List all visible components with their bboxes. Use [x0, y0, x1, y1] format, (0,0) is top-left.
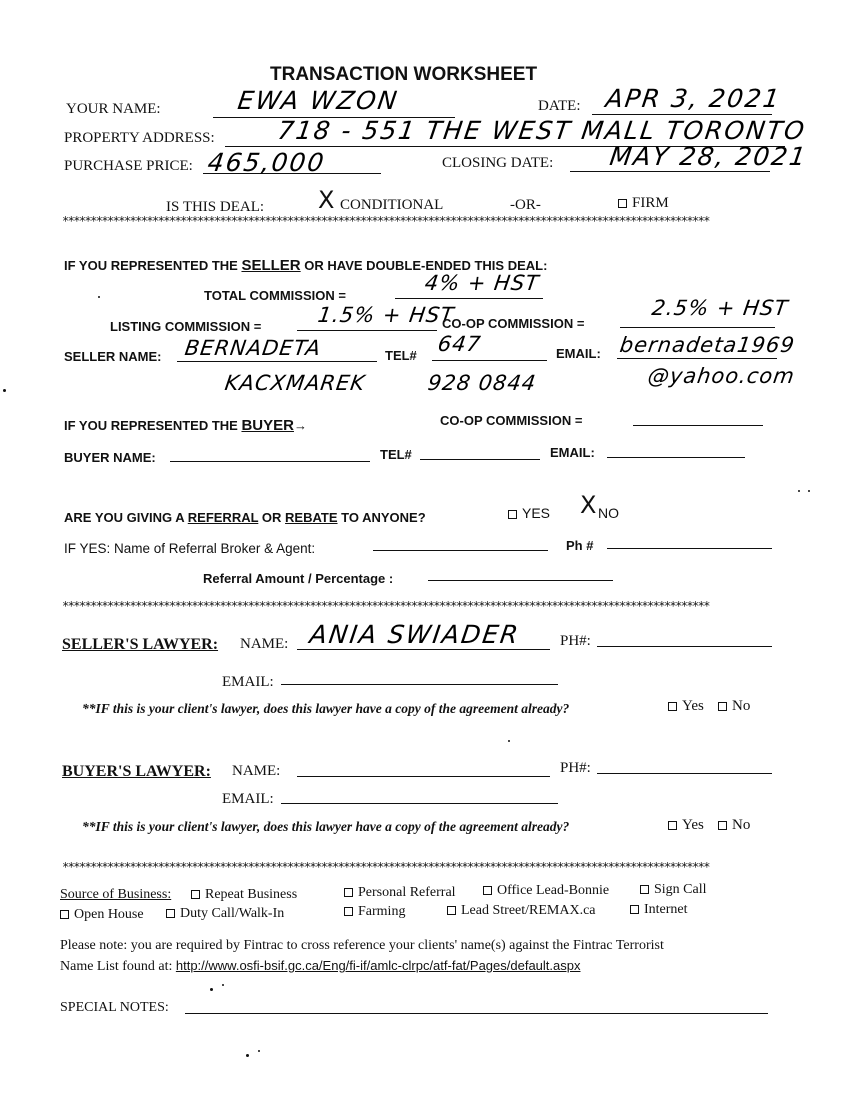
seller-name-value-line2[interactable]: KACXMAREK	[223, 371, 367, 395]
buyer-tel-label: TEL#	[380, 447, 412, 462]
buyer-lawyer-question: **IF this is your client's lawyer, does this lawyer have a copy of the agreement already?	[82, 819, 570, 834]
scan-speck	[3, 389, 6, 392]
referral-ph-label: Ph #	[566, 538, 594, 553]
buyer-lawyer-email-label: EMAIL:	[222, 791, 274, 807]
scan-speck	[258, 1050, 260, 1052]
referral-amount-label: Referral Amount / Percentage :	[203, 571, 394, 586]
referral-question	[64, 510, 426, 525]
referral-broker-field[interactable]	[373, 550, 548, 551]
source-checkbox[interactable]	[344, 907, 353, 916]
total-commission-line	[395, 298, 543, 299]
seller-name-label: SELLER NAME:	[64, 349, 162, 364]
deal-type-label: IS THIS DEAL:	[166, 199, 265, 215]
firm-checkbox[interactable]	[618, 199, 627, 208]
seller-heading-post: OR HAVE DOUBLE-ENDED THIS DEAL:	[300, 258, 548, 273]
scan-speck	[798, 490, 800, 492]
seller-name-value[interactable]: BERNADETA	[183, 336, 323, 360]
referral-or-word: OR	[258, 510, 286, 525]
buyer-email-field[interactable]	[607, 457, 745, 458]
referral-yes-checkbox[interactable]	[508, 510, 517, 519]
source-option-label: Farming	[358, 904, 406, 919]
seller-name-line	[177, 361, 377, 362]
seller-lawyer-name-label: NAME:	[240, 636, 289, 652]
source-checkbox[interactable]	[166, 909, 175, 918]
scan-speck	[98, 296, 100, 298]
buyer-lawyer-name-field[interactable]	[297, 776, 550, 777]
source-checkbox[interactable]	[344, 888, 353, 897]
source-option-label: Duty Call/Walk-In	[180, 906, 285, 921]
seller-heading-pre: IF YOU REPRESENTED THE	[64, 258, 242, 273]
listing-commission-line	[297, 330, 437, 331]
separator-3: *******************************************************************************************************************	[62, 860, 709, 874]
buyer-lawyer-ph-field[interactable]	[597, 773, 772, 774]
source-option-label: Personal Referral	[358, 885, 456, 900]
source-farming[interactable]	[344, 904, 405, 920]
purchase-price-value[interactable]: 465,000	[205, 148, 328, 177]
rebate-word: REBATE	[285, 510, 338, 525]
conditional-check-mark: X	[318, 186, 335, 214]
buyer-lawyer-no-label: No	[732, 817, 751, 833]
source-option-label: Open House	[74, 907, 144, 922]
source-checkbox[interactable]	[191, 890, 200, 899]
source-option-label: Office Lead-Bonnie	[497, 883, 610, 898]
listing-commission-value[interactable]: 1.5% + HST	[316, 303, 456, 327]
fintrac-note-prefix: Name List found at:	[60, 959, 176, 974]
seller-lawyer-ph-label: PH#:	[560, 633, 591, 649]
buyer-lawyer-yes-label: Yes	[682, 817, 704, 833]
date-line	[592, 114, 772, 115]
or-separator: -OR-	[510, 197, 541, 213]
scan-speck	[210, 988, 213, 991]
firm-option[interactable]	[618, 195, 669, 212]
source-option-label: Internet	[644, 902, 688, 917]
seller-email-line	[617, 358, 777, 359]
source-label: Source of Business:	[60, 887, 172, 902]
buyer-lawyer-ph-label: PH#:	[560, 760, 591, 776]
source-option-label: Repeat Business	[205, 887, 298, 902]
source-checkbox[interactable]	[447, 906, 456, 915]
buyer-heading-arrow: →	[293, 418, 307, 433]
buyer-lawyer-name-label: NAME:	[232, 763, 281, 779]
referral-broker-label: IF YES: Name of Referral Broker & Agent:	[64, 541, 316, 556]
scan-speck	[222, 984, 224, 986]
buyer-coop-commission-field[interactable]	[633, 425, 763, 426]
buyer-email-label: EMAIL:	[550, 445, 595, 460]
purchase-price-label: PURCHASE PRICE:	[64, 158, 193, 174]
buyer-tel-field[interactable]	[420, 459, 540, 460]
seller-heading-key: SELLER	[241, 257, 301, 274]
referral-yes-option[interactable]	[508, 505, 550, 521]
source-checkbox[interactable]	[483, 886, 492, 895]
your-name-value[interactable]: EWA WZON	[235, 86, 401, 115]
buyer-section-heading	[64, 417, 307, 434]
source-duty-call[interactable]	[166, 906, 284, 922]
firm-label: FIRM	[632, 195, 669, 211]
buyer-lawyer-no-checkbox[interactable]	[718, 821, 727, 830]
source-lead-street[interactable]	[447, 903, 596, 919]
seller-lawyer-yes-option[interactable]	[668, 698, 704, 715]
buyer-lawyer-yes-option[interactable]	[668, 817, 704, 834]
seller-lawyer-email-label: EMAIL:	[222, 674, 274, 690]
closing-date-label: CLOSING DATE:	[442, 155, 554, 171]
page-title: TRANSACTION WORKSHEET	[270, 64, 538, 85]
source-internet[interactable]	[630, 902, 688, 918]
total-commission-label: TOTAL COMMISSION =	[204, 288, 346, 303]
source-office-lead[interactable]	[483, 883, 609, 899]
referral-ph-field[interactable]	[607, 548, 772, 549]
buyer-coop-commission-label: CO-OP COMMISSION =	[440, 413, 583, 428]
seller-lawyer-no-label: No	[732, 698, 751, 714]
coop-commission-label: CO-OP COMMISSION =	[442, 316, 585, 331]
property-address-label: PROPERTY ADDRESS:	[64, 130, 215, 146]
seller-lawyer-yes-label: Yes	[682, 698, 704, 714]
scan-speck	[508, 740, 510, 742]
referral-word: REFERRAL	[187, 510, 259, 525]
source-option-label: Sign Call	[654, 882, 707, 897]
source-open-house[interactable]	[60, 907, 144, 923]
date-label: DATE:	[538, 98, 581, 114]
buyer-lawyer-no-option[interactable]	[718, 817, 750, 834]
separator-1: *******************************************************************************************************************	[62, 214, 709, 228]
closing-date-line	[570, 171, 770, 172]
seller-lawyer-question: **IF this is your client's lawyer, does this lawyer have a copy of the agreement already?	[82, 701, 570, 716]
conditional-option[interactable]: CONDITIONAL	[340, 197, 444, 213]
date-value[interactable]: APR 3, 2021	[603, 84, 783, 113]
buyer-lawyer-email-field[interactable]	[281, 803, 558, 804]
scan-speck	[808, 490, 810, 492]
source-sign-call[interactable]	[640, 882, 707, 898]
coop-commission-value[interactable]: 2.5% + HST	[650, 296, 790, 320]
seller-tel-value[interactable]: 647	[436, 332, 483, 356]
listing-commission-label: LISTING COMMISSION =	[110, 319, 262, 334]
seller-lawyer-no-option[interactable]	[718, 698, 750, 715]
seller-lawyer-heading: SELLER'S LAWYER:	[62, 636, 219, 653]
seller-tel-label: TEL#	[385, 348, 417, 363]
source-repeat-business[interactable]	[191, 887, 297, 903]
source-option-label: Lead Street/REMAX.ca	[461, 903, 596, 918]
source-checkbox[interactable]	[640, 885, 649, 894]
referral-question-pre: ARE YOU GIVING A	[64, 510, 188, 525]
buyer-name-label: BUYER NAME:	[64, 450, 156, 465]
seller-lawyer-ph-field[interactable]	[597, 646, 772, 647]
seller-lawyer-name-line	[297, 649, 550, 650]
your-name-label: YOUR NAME:	[66, 101, 161, 117]
special-notes-field[interactable]	[185, 1013, 768, 1014]
total-commission-value[interactable]: 4% + HST	[423, 271, 541, 295]
referral-amount-field[interactable]	[428, 580, 613, 581]
seller-email-value[interactable]: bernadeta1969	[618, 333, 797, 357]
source-checkbox[interactable]	[60, 910, 69, 919]
seller-lawyer-yes-checkbox[interactable]	[668, 702, 677, 711]
coop-commission-line	[620, 327, 775, 328]
special-notes-label: SPECIAL NOTES:	[60, 1000, 169, 1015]
buyer-name-field[interactable]	[170, 461, 370, 462]
seller-lawyer-email-field[interactable]	[281, 684, 558, 685]
buyer-lawyer-yes-checkbox[interactable]	[668, 821, 677, 830]
seller-tel-line	[432, 360, 547, 361]
property-address-value[interactable]: 718 - 551 THE WEST MALL TORONTO	[275, 116, 808, 145]
seller-email-label: EMAIL:	[556, 346, 601, 361]
referral-question-post: TO ANYONE?	[337, 510, 426, 525]
fintrac-note-line2	[60, 958, 580, 975]
referral-no-option[interactable]: NO	[598, 505, 619, 521]
seller-lawyer-name-value[interactable]: ANIA SWIADER	[307, 620, 522, 649]
source-personal-referral[interactable]	[344, 885, 456, 901]
buyer-lawyer-heading: BUYER'S LAWYER:	[62, 763, 211, 780]
closing-date-value[interactable]: MAY 28, 2021	[607, 142, 810, 171]
seller-email-value-line2[interactable]: @yahoo.com	[646, 364, 797, 388]
referral-no-check-mark: X	[580, 491, 597, 519]
buyer-heading-key: BUYER	[241, 417, 294, 434]
source-checkbox[interactable]	[630, 905, 639, 914]
buyer-heading-pre: IF YOU REPRESENTED THE	[64, 418, 242, 433]
fintrac-note-line1: Please note: you are required by Fintrac to cross reference your clients' name(s) against the Fintrac Terrorist	[60, 938, 664, 953]
scan-speck	[246, 1054, 249, 1057]
seller-lawyer-no-checkbox[interactable]	[718, 702, 727, 711]
referral-yes-label: YES	[522, 505, 551, 521]
separator-2: *******************************************************************************************************************	[62, 599, 709, 613]
fintrac-link[interactable]: http://www.osfi-bsif.gc.ca/Eng/fi-if/amlc-clrpc/atf-fat/Pages/default.aspx	[175, 958, 581, 973]
seller-tel-value-line2[interactable]: 928 0844	[426, 371, 538, 395]
